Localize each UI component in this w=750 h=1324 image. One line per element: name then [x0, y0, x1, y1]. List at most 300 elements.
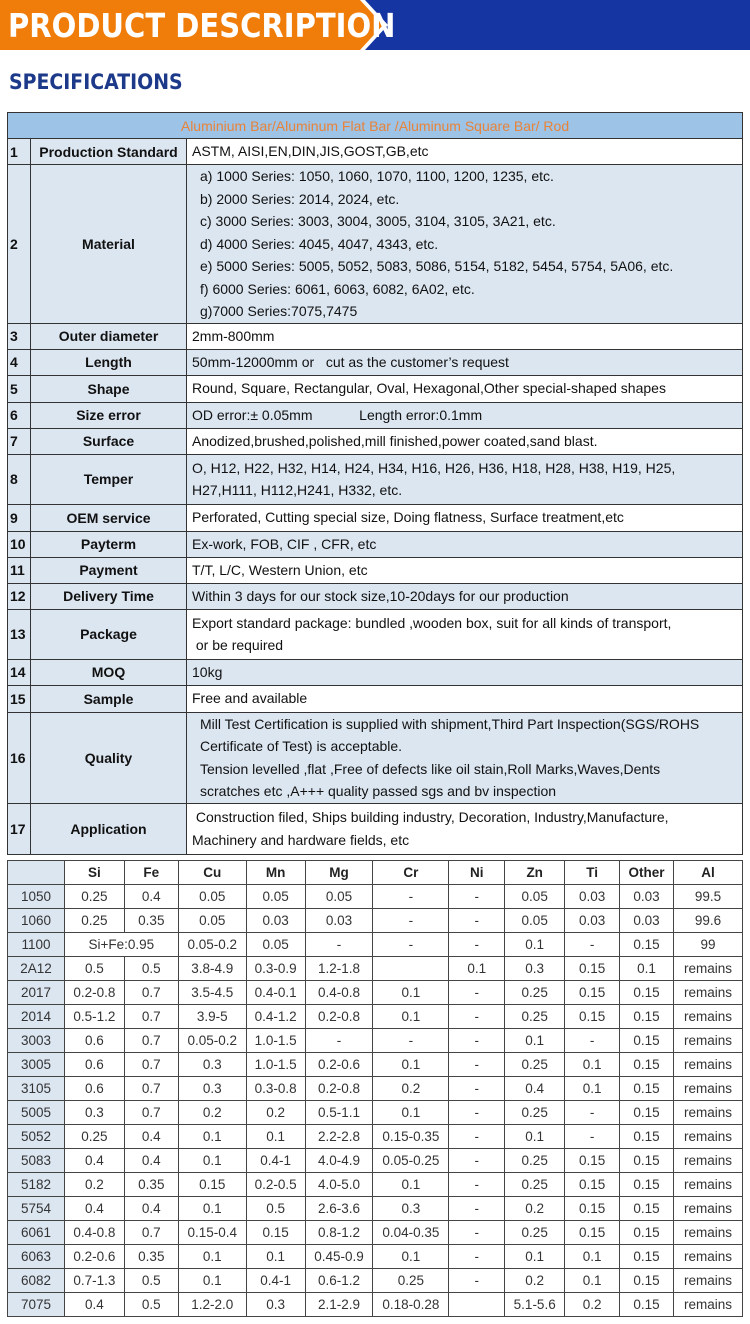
spec-value-line: Certificate of Test) is acceptable.	[200, 738, 403, 754]
row-number: 5	[8, 375, 31, 402]
composition-cell: -	[305, 933, 373, 957]
composition-cell: 1.2-2.0	[178, 1293, 246, 1317]
alloy-grade: 5182	[8, 1173, 65, 1197]
composition-cell: 0.1	[449, 957, 505, 981]
composition-cell: 0.4	[64, 1197, 124, 1221]
composition-cell: remains	[673, 1149, 742, 1173]
spec-value	[187, 583, 743, 609]
spec-label: Payterm	[31, 531, 187, 557]
spec-label: Quality	[31, 712, 187, 803]
alloy-grade: 6063	[8, 1245, 65, 1269]
specifications-table	[7, 112, 743, 855]
spec-value-line: or be required	[192, 637, 284, 653]
composition-cell	[373, 957, 449, 981]
row-number: 9	[8, 504, 31, 531]
spec-row	[8, 454, 743, 504]
alloy-grade: 1100	[8, 933, 65, 957]
composition-cell: 0.25	[505, 1221, 565, 1245]
spec-value-line: scratches etc ,A+++ quality passed sgs and bv inspection	[200, 783, 557, 799]
composition-cell: 0.1	[373, 1173, 449, 1197]
alloy-grade: 2A12	[8, 957, 65, 981]
composition-cell: 0.25	[64, 885, 124, 909]
spec-label: Material	[31, 165, 187, 324]
spec-row	[8, 139, 743, 165]
composition-cell: 0.04-0.35	[373, 1221, 449, 1245]
composition-cell: 99.6	[673, 909, 742, 933]
column-header: Fe	[124, 861, 178, 885]
composition-cell: 0.1	[373, 1053, 449, 1077]
composition-cell: 0.35	[124, 1245, 178, 1269]
header-banner	[0, 0, 750, 50]
composition-cell: 0.2-0.8	[305, 1005, 373, 1029]
row-number: 6	[8, 402, 31, 428]
composition-cell: remains	[673, 1197, 742, 1221]
composition-cell: 0.15	[620, 933, 674, 957]
composition-cell: 0.4-1	[246, 1269, 305, 1293]
composition-cell: -	[305, 1029, 373, 1053]
composition-cell: 0.4-1.2	[246, 1005, 305, 1029]
spec-value	[187, 349, 743, 375]
composition-cell: 0.7	[124, 981, 178, 1005]
composition-cell: 0.4	[124, 1125, 178, 1149]
composition-cell: 0.03	[305, 909, 373, 933]
row-number: 7	[8, 428, 31, 454]
spec-value	[187, 504, 743, 531]
composition-cell: 0.7	[124, 1053, 178, 1077]
spec-value-line: Construction filed, Ships building industry, Decoration, Industry,Manufacture,	[192, 809, 669, 825]
composition-cell: 0.4-0.8	[64, 1221, 124, 1245]
composition-cell: 0.4	[64, 1149, 124, 1173]
alloy-grade: 3003	[8, 1029, 65, 1053]
composition-cell: 0.4	[505, 1077, 565, 1101]
composition-cell: 0.35	[124, 1173, 178, 1197]
row-number: 11	[8, 557, 31, 583]
composition-row	[8, 1101, 743, 1125]
alloy-grade: 1050	[8, 885, 65, 909]
composition-cell: 1.0-1.5	[246, 1053, 305, 1077]
composition-cell: 0.7-1.3	[64, 1269, 124, 1293]
composition-cell: 0.15	[565, 1221, 620, 1245]
composition-cell: 99	[673, 933, 742, 957]
composition-cell: 0.15	[620, 1245, 674, 1269]
composition-cell: 0.25	[505, 1053, 565, 1077]
spec-label: Production Standard	[31, 139, 187, 165]
composition-cell: -	[565, 1125, 620, 1149]
composition-cell: 0.1	[620, 957, 674, 981]
column-header: Ni	[449, 861, 505, 885]
composition-cell: 2.2-2.8	[305, 1125, 373, 1149]
composition-cell: 0.1	[373, 1245, 449, 1269]
composition-cell: 0.2-0.5	[246, 1173, 305, 1197]
composition-cell: 0.1	[178, 1125, 246, 1149]
spec-row	[8, 712, 743, 803]
alloy-grade: 1060	[8, 909, 65, 933]
composition-cell: -	[449, 933, 505, 957]
composition-cell: 0.5	[124, 1269, 178, 1293]
composition-cell: remains	[673, 1293, 742, 1317]
row-number: 13	[8, 609, 31, 659]
composition-cell: 0.2	[373, 1077, 449, 1101]
column-header: Mg	[305, 861, 373, 885]
composition-cell: remains	[673, 1101, 742, 1125]
composition-cell: remains	[673, 1173, 742, 1197]
composition-cell: 0.2	[178, 1101, 246, 1125]
spec-label: Surface	[31, 428, 187, 454]
composition-cell: -	[373, 909, 449, 933]
column-header	[8, 861, 65, 885]
composition-cell: 0.7	[124, 1029, 178, 1053]
composition-cell: 0.3	[505, 957, 565, 981]
composition-cell: 0.1	[178, 1149, 246, 1173]
composition-cell: 0.1	[505, 1245, 565, 1269]
spec-row	[8, 375, 743, 402]
spec-label: Temper	[31, 454, 187, 504]
composition-cell: 0.05	[178, 885, 246, 909]
spec-value-line: f) 6000 Series: 6061, 6063, 6082, 6A02, etc.	[200, 280, 475, 297]
composition-cell: 0.6	[64, 1077, 124, 1101]
spec-label: OEM service	[31, 504, 187, 531]
composition-header-row	[8, 861, 743, 885]
composition-cell: 3.9-5	[178, 1005, 246, 1029]
composition-cell: 0.8-1.2	[305, 1221, 373, 1245]
spec-value-line: OD error:± 0.05mm Length error:0.1mm	[192, 406, 483, 423]
composition-cell: 0.3-0.9	[246, 957, 305, 981]
composition-cell: -	[373, 1029, 449, 1053]
row-number: 1	[8, 139, 31, 165]
composition-cell: -	[449, 1221, 505, 1245]
composition-cell: 0.15	[620, 1173, 674, 1197]
composition-cell: 0.1	[246, 1125, 305, 1149]
composition-cell: 0.6-1.2	[305, 1269, 373, 1293]
spec-value-line: a) 1000 Series: 1050, 1060, 1070, 1100, 1200, 1235, etc.	[200, 168, 554, 184]
composition-cell: 0.15	[565, 957, 620, 981]
row-number: 14	[8, 659, 31, 685]
composition-cell: -	[449, 981, 505, 1005]
spec-value-line: Free and available	[192, 690, 308, 707]
composition-cell: 0.15	[620, 981, 674, 1005]
composition-cell: 0.25	[505, 1101, 565, 1125]
alloy-grade: 5083	[8, 1149, 65, 1173]
composition-cell: 0.05	[505, 909, 565, 933]
spec-value-line: Mill Test Certification is supplied with shipment,Third Part Inspection(SGS/ROHS	[200, 715, 700, 732]
composition-cell: remains	[673, 1005, 742, 1029]
alloy-grade: 3105	[8, 1077, 65, 1101]
spec-row	[8, 557, 743, 583]
composition-cell: 0.15	[565, 1005, 620, 1029]
composition-cell: 0.15-0.35	[373, 1125, 449, 1149]
composition-cell: 0.6	[64, 1053, 124, 1077]
composition-row	[8, 1149, 743, 1173]
spec-value	[187, 454, 743, 504]
spec-row	[8, 504, 743, 531]
composition-cell: 0.05	[178, 909, 246, 933]
composition-cell: 0.03	[620, 885, 674, 909]
composition-cell: 0.5	[124, 1293, 178, 1317]
spec-value	[187, 685, 743, 712]
composition-cell: 0.1	[505, 1125, 565, 1149]
composition-cell: 0.1	[178, 1245, 246, 1269]
composition-cell: 4.0-4.9	[305, 1149, 373, 1173]
composition-cell: 0.5	[124, 957, 178, 981]
composition-row	[8, 885, 743, 909]
composition-cell: 0.1	[373, 981, 449, 1005]
composition-cell: remains	[673, 1221, 742, 1245]
composition-cell: 0.15	[620, 1125, 674, 1149]
composition-cell: 0.15	[620, 1293, 674, 1317]
composition-cell: 0.2-0.6	[64, 1245, 124, 1269]
composition-cell: 0.4	[124, 1149, 178, 1173]
spec-row	[8, 659, 743, 685]
composition-cell: 0.1	[505, 1029, 565, 1053]
composition-row	[8, 1005, 743, 1029]
spec-row	[8, 323, 743, 349]
composition-cell: 4.0-5.0	[305, 1173, 373, 1197]
composition-cell: 0.15	[620, 1053, 674, 1077]
spec-row	[8, 685, 743, 712]
spec-label: Sample	[31, 685, 187, 712]
composition-cell: 0.03	[620, 909, 674, 933]
composition-cell: 0.2	[565, 1293, 620, 1317]
composition-row	[8, 909, 743, 933]
composition-cell: 0.1	[565, 1245, 620, 1269]
composition-cell: 0.15	[620, 1101, 674, 1125]
alloy-grade: 6061	[8, 1221, 65, 1245]
spec-value-line: Tension levelled ,flat ,Free of defects like oil stain,Roll Marks,Waves,Dents	[200, 760, 661, 777]
composition-cell: -	[449, 1197, 505, 1221]
composition-cell: 0.15	[565, 1197, 620, 1221]
composition-cell: remains	[673, 1269, 742, 1293]
composition-cell: remains	[673, 1029, 742, 1053]
composition-cell: -	[449, 1077, 505, 1101]
composition-cell: 0.1	[565, 1053, 620, 1077]
spec-label: Outer diameter	[31, 323, 187, 349]
composition-cell: 0.2	[64, 1173, 124, 1197]
composition-cell: 99.5	[673, 885, 742, 909]
spec-value	[187, 323, 743, 349]
spec-row	[8, 349, 743, 375]
composition-row	[8, 1077, 743, 1101]
composition-cell: 0.2	[505, 1197, 565, 1221]
composition-cell: 0.1	[373, 1005, 449, 1029]
composition-cell: 2.6-3.6	[305, 1197, 373, 1221]
composition-cell: 0.3	[373, 1197, 449, 1221]
composition-cell: 0.18-0.28	[373, 1293, 449, 1317]
composition-cell: -	[449, 1053, 505, 1077]
composition-cell: 0.5	[246, 1197, 305, 1221]
composition-cell: -	[449, 1125, 505, 1149]
composition-cell: 0.15	[620, 1029, 674, 1053]
alloy-grade: 5005	[8, 1101, 65, 1125]
spec-value-line: 2mm-800mm	[192, 327, 275, 344]
spec-label: MOQ	[31, 659, 187, 685]
composition-cell: -	[449, 1029, 505, 1053]
row-number: 12	[8, 583, 31, 609]
composition-row	[8, 1125, 743, 1149]
composition-row	[8, 1197, 743, 1221]
composition-cell: 0.4	[64, 1293, 124, 1317]
chemical-composition-table	[7, 860, 743, 1317]
composition-cell: 0.05	[246, 885, 305, 909]
spec-value	[187, 557, 743, 583]
composition-cell: 0.1	[373, 1101, 449, 1125]
composition-cell: 1.0-1.5	[246, 1029, 305, 1053]
composition-cell: 0.4-0.1	[246, 981, 305, 1005]
alloy-grade: 7075	[8, 1293, 65, 1317]
spec-value-line: O, H12, H22, H32, H14, H24, H34, H16, H26, H36, H18, H28, H38, H19, H25,	[192, 459, 676, 476]
alloy-grade: 5754	[8, 1197, 65, 1221]
composition-cell: 0.2	[246, 1101, 305, 1125]
spec-value-line: e) 5000 Series: 5005, 5052, 5083, 5086, 5154, 5182, 5454, 5754, 5A06, etc.	[200, 258, 674, 274]
composition-row	[8, 957, 743, 981]
spec-value	[187, 428, 743, 454]
composition-cell: 0.15	[565, 981, 620, 1005]
spec-value-line: ASTM, AISI,EN,DIN,JIS,GOST,GB,etc	[192, 143, 429, 160]
composition-cell: 0.05	[505, 885, 565, 909]
spec-value-line: Round, Square, Rectangular, Oval, Hexagonal,Other special-shaped shapes	[192, 380, 666, 397]
composition-row	[8, 1293, 743, 1317]
composition-cell: 0.05-0.25	[373, 1149, 449, 1173]
alloy-grade: 2017	[8, 981, 65, 1005]
spec-row	[8, 583, 743, 609]
column-header: Cu	[178, 861, 246, 885]
composition-cell: 0.7	[124, 1077, 178, 1101]
composition-cell: 0.45-0.9	[305, 1245, 373, 1269]
spec-label: Delivery Time	[31, 583, 187, 609]
page-title: PRODUCT DESCRIPTION	[8, 6, 396, 45]
composition-row	[8, 981, 743, 1005]
spec-table-title: Aluminium Bar/Aluminum Flat Bar /Aluminum Square Bar/ Rod	[8, 113, 743, 139]
spec-value-line: b) 2000 Series: 2014, 2024, etc.	[200, 190, 400, 207]
composition-cell: -	[565, 1029, 620, 1053]
composition-cell: 0.7	[124, 1005, 178, 1029]
composition-cell: 0.25	[505, 981, 565, 1005]
composition-cell: 0.15	[620, 1197, 674, 1221]
composition-cell: 0.15	[565, 1173, 620, 1197]
composition-cell: 0.5	[64, 957, 124, 981]
section-heading: SPECIFICATIONS	[9, 70, 183, 94]
composition-cell: -	[449, 885, 505, 909]
composition-cell: 0.15	[620, 1149, 674, 1173]
spec-row	[8, 402, 743, 428]
spec-value	[187, 402, 743, 428]
composition-cell: 0.03	[246, 909, 305, 933]
composition-cell: 0.15	[246, 1221, 305, 1245]
composition-cell: 0.5-1.2	[64, 1005, 124, 1029]
composition-cell: 0.4-0.8	[305, 981, 373, 1005]
row-number: 15	[8, 685, 31, 712]
column-header: Mn	[246, 861, 305, 885]
composition-cell: 0.1	[178, 1197, 246, 1221]
composition-cell: 2.1-2.9	[305, 1293, 373, 1317]
composition-cell: -	[565, 1101, 620, 1125]
composition-cell: 0.15-0.4	[178, 1221, 246, 1245]
composition-cell: 0.3	[178, 1053, 246, 1077]
spec-label: Payment	[31, 557, 187, 583]
composition-row	[8, 933, 743, 957]
alloy-grade: 2014	[8, 1005, 65, 1029]
composition-cell: 5.1-5.6	[505, 1293, 565, 1317]
composition-cell: 0.05-0.2	[178, 1029, 246, 1053]
row-number: 10	[8, 531, 31, 557]
composition-cell: 0.1	[246, 1245, 305, 1269]
spec-value-line: g)7000 Series:7075,7475	[200, 303, 358, 319]
alloy-grade: 6082	[8, 1269, 65, 1293]
composition-cell: remains	[673, 981, 742, 1005]
spec-value-line: d) 4000 Series: 4045, 4047, 4343, etc.	[200, 235, 439, 252]
composition-cell: 0.3	[64, 1101, 124, 1125]
composition-cell: -	[449, 1005, 505, 1029]
spec-label: Shape	[31, 375, 187, 402]
composition-cell: 0.2-0.6	[305, 1053, 373, 1077]
spec-value	[187, 165, 743, 324]
composition-cell: 0.15	[620, 1221, 674, 1245]
composition-cell: 0.4-1	[246, 1149, 305, 1173]
spec-value	[187, 375, 743, 402]
composition-cell: 0.15	[178, 1173, 246, 1197]
composition-cell	[449, 1293, 505, 1317]
row-number: 3	[8, 323, 31, 349]
composition-cell: -	[565, 933, 620, 957]
spec-value	[187, 531, 743, 557]
composition-cell: 0.15	[620, 1269, 674, 1293]
composition-row	[8, 1053, 743, 1077]
spec-label: Package	[31, 609, 187, 659]
spec-value	[187, 712, 743, 803]
column-header: Other	[620, 861, 674, 885]
composition-cell: 0.25	[373, 1269, 449, 1293]
composition-cell: -	[449, 909, 505, 933]
composition-row	[8, 1269, 743, 1293]
spec-label: Application	[31, 803, 187, 854]
composition-cell: 0.2-0.8	[305, 1077, 373, 1101]
composition-cell: 0.25	[64, 909, 124, 933]
spec-row	[8, 428, 743, 454]
column-header: Si	[64, 861, 124, 885]
row-number: 8	[8, 454, 31, 504]
composition-cell: 0.25	[64, 1125, 124, 1149]
composition-cell: -	[449, 1149, 505, 1173]
composition-cell: 0.3-0.8	[246, 1077, 305, 1101]
composition-cell: remains	[673, 957, 742, 981]
composition-cell: 0.25	[505, 1149, 565, 1173]
composition-cell: 0.1	[505, 933, 565, 957]
composition-cell: remains	[673, 1053, 742, 1077]
row-number: 16	[8, 712, 31, 803]
composition-cell: 0.15	[565, 1149, 620, 1173]
row-number: 2	[8, 165, 31, 324]
composition-cell: 0.5-1.1	[305, 1101, 373, 1125]
spec-value	[187, 803, 743, 854]
composition-cell: 0.6	[64, 1029, 124, 1053]
composition-row	[8, 1221, 743, 1245]
spec-value-line: Machinery and hardware fields, etc	[192, 831, 410, 848]
spec-value-line: H27,H111, H112,H241, H332, etc.	[192, 482, 403, 498]
spec-value-line: Ex-work, FOB, CIF , CFR, etc	[192, 535, 377, 552]
composition-cell: 0.2-0.8	[64, 981, 124, 1005]
composition-cell: 0.25	[505, 1005, 565, 1029]
composition-cell: 0.4	[124, 1197, 178, 1221]
spec-label: Length	[31, 349, 187, 375]
composition-cell: -	[373, 885, 449, 909]
composition-cell: 0.35	[124, 909, 178, 933]
spec-value-line: Export standard package: bundled ,wooden box, suit for all kinds of transport,	[192, 614, 672, 631]
composition-cell: 3.5-4.5	[178, 981, 246, 1005]
spec-value	[187, 659, 743, 685]
composition-cell: -	[449, 1101, 505, 1125]
spec-value-line: 10kg	[192, 663, 223, 680]
composition-cell: remains	[673, 1125, 742, 1149]
composition-cell: 0.05	[246, 933, 305, 957]
